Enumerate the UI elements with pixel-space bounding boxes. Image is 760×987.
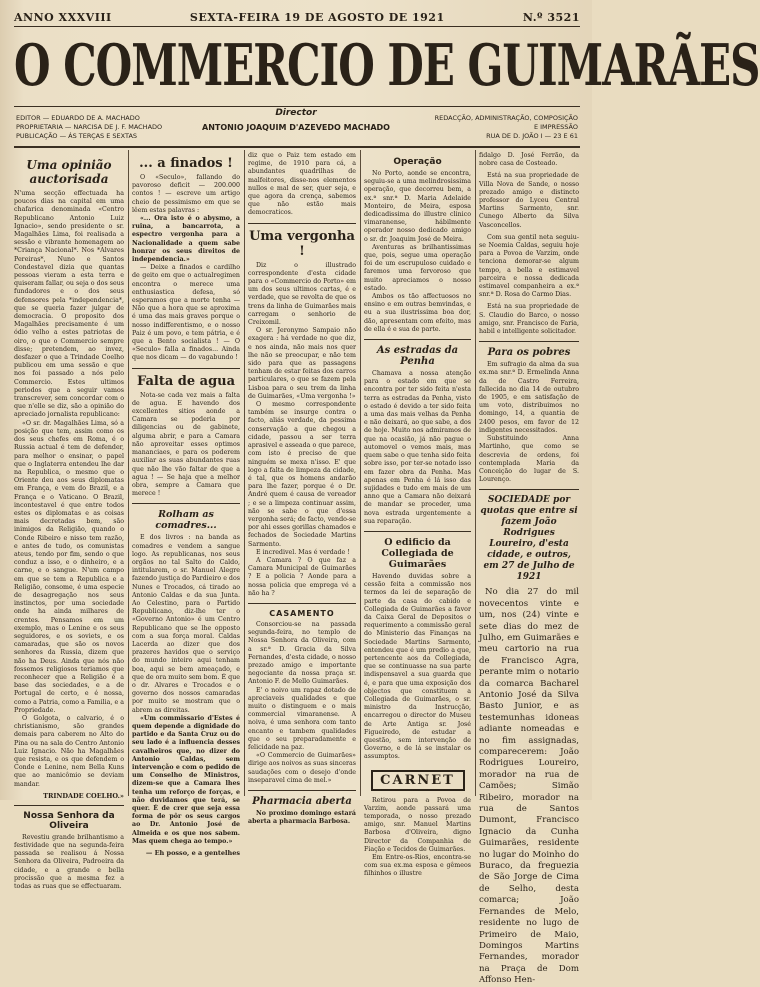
section-divider <box>132 368 240 369</box>
director-block <box>200 108 392 132</box>
masthead-title: O COMMERCIO DE GUIMARÃES <box>14 32 760 99</box>
article-signature: — Eh posso, e a gentelhes <box>145 849 240 858</box>
date-label: SEXTA-FEIRA 19 DE AGOSTO DE 1921 <box>189 10 445 24</box>
article-text: O sr. Jeronymo Sampaio não exagera : há verdade no que diz, e nos ainda, não mais nos quer lhe não se preocupar, e não tem sido para que as passagens tenham de estar feitas dos carros particulares, o que se fazem pela Lisboa para o seu trem da linha de Guimarães, «Uma vergonha !» <box>248 327 356 400</box>
article-text: Ambos os tão affectuosos no ensino e em outras bemvindas, e eu a sua ilustrissima boa dor, dão, apresentam com efeito, mas de ella é e sua de parte. <box>364 293 471 333</box>
carnet-heading: CARNET <box>371 770 465 791</box>
column-5 <box>479 152 579 986</box>
issue-number: N.º 3521 <box>522 10 580 24</box>
article-text: Em sufragio da alma da sua ex.ma snr.ª D. Ermelinda Anna da de Castro Ferreira, fallecida no dia 14 de outubro de 1905, e em satisfação de um voto, distribuimos no domingo, 14, a quantia de 2400 pesos, em favor de 12 indigentes necessitados. <box>479 361 579 434</box>
article-title: ... a finados ! <box>139 156 233 171</box>
article-signature: TRINDADE COELHO.» <box>43 791 124 800</box>
article-text: «Um commissario d'Estes é quem depende a dignidade do partido e da Santa Cruz ou do seu lado é a influencia desses cavalheiros que, no dizer do Antonio Caldas, sem intervenção e com o pedido de um Conselho de Ministros, dizem-se que a Camara lhes tenha um reforço de forças, e não duvidamos que terá, se quer. É de crer que seja essa forma de pôr os seus cargos ao Dr. Antonio José de Almeida e os que nos sabem. Mas quem chega ao tempo.» <box>132 714 240 845</box>
article-title: Para os pobres <box>487 347 571 359</box>
article-text: Havendo duvidas sobre a cessão feita a commissão nos termos da lei de separação de parte da casa do cabido e Collegiada de Guimarães a favor da Caixa Geral de Depositos o requerimento a commissão geral do Ministerio das Finanças na Sociedade Martins Sarmento, entendeu que é um predio a que, pertencente aos da Collegiada, que se continuasse na sua parte indispensavel a sua guarda que é, e para que uma exposição dos objectos que constituem a Collegiada de Guimarães, o sr. ministro da Instrucção, encarregou o director do Museu de Arte Antiga sr. José Figueiredo, de estudar a questão, sem intervenção de Governo, e de lá se instalar os assumptos. <box>364 572 471 761</box>
column-1 <box>14 152 124 891</box>
article-text: «... Ora isto é o abysmo, a ruina, a bancarrota, a espectro vergonha para a Nacionalidade a quem sabe honrar os seus direitos de independencia.» <box>132 215 240 264</box>
publication-line: PUBLICAÇÃO — ÁS TERÇAS E SEXTAS <box>16 132 138 140</box>
article-text: Consorciou-se na passada segunda-feira, no templo de Nossa Senhora da Oliveira, com a sr.ª D. Gracia da Silva Fernandes, d'esta cidade, o nosso prezado amigo e importante negociante da nossa praça sr. Antonio F. de Mello Guimarães. <box>248 620 356 686</box>
column-3 <box>248 152 356 826</box>
column-separator <box>128 150 129 796</box>
column-2 <box>132 152 240 858</box>
redaction-info <box>398 114 578 141</box>
section-divider <box>248 223 356 224</box>
article-title: Pharmacia aberta <box>252 796 352 808</box>
owner-line: PROPRIETARIA — NARCISA DE J. F. MACHADO <box>16 123 163 131</box>
year-label: ANNO XXXVIII <box>14 10 112 24</box>
article-title: CASAMENTO <box>269 608 335 618</box>
article-text: N'uma secção effectuada ha poucos dias na capital em uma chafarica denominada «Centro Republicano Antonio Luiz Ignacio», sendo presidente o sr. Magalhães Lima, foi realisada a sessão e vibrante homenagem ao *Criança Nacional*. Nos *Alvares Pereiras*, Nuno e Santos Condestavel dizia que quantas pessoas vieram a esta terra e quiseram fallar, ou seja o dos seus fundadores e o dos seus defensores pela *independencia*, que se queria fazer julgar de democracia. O proposito dos Magalhães precisamente é um ódio velho a estes patriotas de oiro, o que o Commercio sempre disse; pretendem, ao invez, desfazer o que a Trindade Coelho publicou em uma sessão e que nos foi passado a nós pelo Commercio. Estes ultimos periodos que a seguir vamos transcrever, sem concordar com o que n'elle se diz, são a opinião do apreciado jornalista republicano: <box>14 190 124 419</box>
section-divider <box>132 503 240 504</box>
section-divider <box>479 341 579 342</box>
article-title: Uma vergonha ! <box>249 228 355 259</box>
article-text: — Deixe a finados e cardilho de geito em que o actualregimen encontra o merece uma enthusiastica defesa, só esperamos que a morte tenha — Não que a hora que se aproxima é uma das mais graves porque o nosso indifferentismo, e o nosso Paiz é um povo, e tem pátria, e é que a Bento socialista ! — O «Seculo» falla a finados... Ainda que nos dicam — do vagabundo ! <box>132 264 240 362</box>
article-text: Em Entre-os-Rios, encontra-se com sua ex.ma esposa e gêmeos filhinhos o illustre <box>364 854 471 878</box>
column-separator <box>360 150 361 796</box>
article-text: Aventuras as brilhantissimas que, pois, segue uma operação foi de um escrupuloso cuidado e faremos uma fervoroso que muito apreciamos o nosso estado. <box>364 243 471 292</box>
article-title: As estradas da Penha <box>376 345 459 368</box>
article-text: Está na sua propriedade de Villa Nova de Sande, o nosso prezado amigo e distincto professor do Lyceu Central Martins Sarmento, snr. Cunego Alberto da Silva Vasconcellos. <box>479 172 579 229</box>
article-text: diz que o Paiz tem estado em regime, de 1910 para cá, a abundantes quadrilhas de malfeitores, disse-nos elementos nullos e mal de ser, quer seja, e que agora da crença, sabemos que não estão mais democraticos. <box>248 152 356 217</box>
editor-line: EDITOR — EDUARDO DE A. MACHADO <box>16 114 140 122</box>
column-separator <box>475 150 476 796</box>
article-title: Uma opinião auctorisada <box>26 158 112 186</box>
article-text: No Porto, aonde se encontra, seguiu-se a uma melindrosissima operação, que decorreu bem, a ex.ª snr.ª D. Maria Adelaide Monteiro, de Meira, esposa dedicadissima do illustre clinico vimaranense, hábilmente operador nosso dedicado amigo o sr. dr. Joaquim José de Meira. <box>364 170 471 243</box>
article-text: E' o noivo um rapaz dotado de apreciaveis qualidades e que muito o distinguem e o mais commercial vimaranense. A noiva, é uma senhora com tanto encanto e tambem qualidades que o seu preparadamente e felicidade na paz. <box>248 686 356 751</box>
section-divider <box>248 790 356 791</box>
publisher-info <box>16 114 196 141</box>
redaction-line-1: REDACÇÃO, ADMINISTRAÇÃO, COMPOSIÇÃO <box>434 114 578 122</box>
section-divider <box>14 805 124 806</box>
notice-text: No dia 27 do mil novecentos vinte e um, nos (24) vinte e sete dias do mez de Julho, em Guimarães e meu cartorio na rua de Francisco Agra, perante mim o notario da comarca Bacharel Antonio José da Silva Basto Junior, e as testemunhas idoneas adiante nomeadas e no fim assignadas, comparecerem: João Rodrigues Loureiro, morador na rua de Camões; Simão Ribeiro, morador na rua de Santos Dumont, Francisco Ignacio da Cunha Guimarães, residente no lugar do Moinho do Buraco, da freguezia de São Jorge de Cima de Selho, desta comarca; João Fernandes de Melo, residente no lugo de Primeiro de Maio, Domingos Martins Fernandes, morador na Praça de Dom Affonso Hen- <box>479 587 579 986</box>
header-bottom-rule <box>14 146 580 148</box>
article-text: «O Commercio de Guimarães» dirige aos noivos as suas sinceras saudações com o desejo d'onde inseparavel cima de mel.» <box>248 752 356 784</box>
masthead-rule <box>14 106 580 107</box>
article-text: O mesmo correspondente também se insurge contra o facto, aliás verdade, da pessima conservação a que chegou a cidade, passou a ser terra aprasivel e asseada o que parece, com isto é preciso de que ninguém se mexa n'isso. E' que logo a falta de limpeza da cidade, é tal, que os homens andarão para lhe fazer, porque é o Dr. André quem é causa de vereador ; e se a limpeza continuar assim, não se sabe o que d'essa vergonha será; de facto, vendo-se por ahi esses gorillas chamados e fechados de Sociedade Martins Sarmento. <box>248 401 356 548</box>
director-name: ANTONIO JOAQUIM D'AZEVEDO MACHADO <box>202 123 390 132</box>
article-text: Revestiu grande brilhantismo a festividade que na segunda-feira passada se realisou á Nossa Senhora da Oliveira, Padroeira da cidade, e a grande e bella procissão que a mesma fez a todas as ruas que se effectuaram. <box>14 833 124 891</box>
article-text: Com sua gentil neta seguiu-se Noemia Caldas, seguiu hoje para a Povoa de Varzim, onde tenciona demorar-se algum tempo, a bella e estimavel parceira e nossa dedicada estimavel companheira a ex.ª snr.ª D. Rosa do Carmo Dias. <box>479 233 579 299</box>
article-title: Nossa Senhora da Oliveira <box>23 810 115 831</box>
section-divider <box>364 531 471 532</box>
column-4 <box>364 152 471 878</box>
article-text: Está na sua propriedade de S. Claudio do Barco, o nosso amigo, snr. Francisco de Faria, habil e intelligente solicitador. <box>479 303 579 336</box>
article-title: Rolham as comadres... <box>155 509 217 532</box>
article-text: Diz o illustrado correspondente d'esta cidade para o «Commercio do Porto» em um dos seus ultimos cartas, é e verdade, que se revolta de que os trens da linha de Guimarães mais carregam o senhorio de Creixomil. <box>248 261 356 327</box>
notice-title: SOCIEDADE por quotas que entre si fazem João Rodrigues Loureiro, d'esta cidade, e outros, em 27 de Julho de 1921 <box>480 495 578 583</box>
article-text: Substituindo Anna Martinho, que como se descrevia de ordens, foi contemplada Maria da Conceição do lugar de S. Lourenço. <box>479 435 579 484</box>
article-text: Retirou para a Povoa de Varzim, aonde passará uma temporada, o nosso prezado amigo, snr. Manuel Martins Barbosa d'Oliveira, digno Director da Companhia de Fiação e Tecidos de Guimarães. <box>364 796 471 853</box>
article-text: E incredivel. Mas é verdade ! <box>256 548 350 556</box>
section-divider <box>364 339 471 340</box>
article-text: No proximo domingo estará aberta a pharmacia Barbosa. <box>248 810 356 826</box>
section-divider <box>248 603 356 604</box>
article-title: Operação <box>393 157 442 167</box>
article-title: O edificio da Collegiada de Guimarães <box>381 536 454 570</box>
article-text: Chamava a nossa atenção para o estado em que se encontra por ter sido feita n'esta terra as estradas da Penha, visto o estado é devido a ter sido feita a uma das mais velhas da Penha e não deixará, ao que sabe, a dos de hoje. Muito nos admiramos de que na ocasião, já não pague o automovel o vemos mais, mas quem sabe o que tenha sido feita sobre isso, por ter-se notado isso em fazer obra da Penha. Mas apenas em Penha é lá isso das sujidades e tudo em mais de um anno que a Camara não deixará de mandar se proceder, uma nova estrada urgentemente a sua reparação. <box>364 370 471 525</box>
article-text: E dos livros : na banda as comadres e vendem a sangue logo. As republicanas, nos seus orgãos no tal Salto do Caldo, intitularem, o sr. Manuel Alegre fazendo justiça do Pardieiro e dos Nunes e Trocados, cá tirado ao Antonio Caldas e da sua Junta. Ao Celestino, para o Partido Republicano, diz-lhe ter o «Governo Antonio» é um Centro Republicano que se lhe opposto com a sua força moral. Caldas Lacerda ao dizer que dos prazeres havidos que o serviço do mundo inteiro aqui tenham boa, aqui se bem ameaçado, e que de ora muito sem bom. É que o dr. Alvares e Trocados e o governo dos nossos camaradas por muito se mostram que o abrem as direitas. <box>132 534 240 714</box>
article-text: A Camara ? O que faz a Camara Municipal de Guimarães ? E a policia ? Aonde para a nossa policia que emprega vé a não ha ? <box>248 556 356 597</box>
article-text: fidalgo D. José Ferrão, da nobre casa de Costeado. <box>479 152 579 168</box>
redaction-line-2: E IMPRESSÃO <box>533 123 578 131</box>
article-title: Falta de agua <box>136 373 236 389</box>
director-label: Director <box>275 108 317 118</box>
article-text: O Golgota, o calvario, é o christianismo, são grandes demais para caberem no Alto do Pina ou na sala do Centro Antonio Luiz Ignacio. Não ha Magalhães que resista, e os que defendem o Conde e Lenine, nem Bella Kuns que ao manicômio se deviam mandar. <box>14 715 124 788</box>
redaction-line-3: RUA DE D. JOÃO I — 23 E 61 <box>486 132 578 140</box>
section-divider <box>479 489 579 490</box>
column-separator <box>244 150 245 796</box>
article-text: Nota-se cada vez mais a falta de agua. E havendo dos excellentes sitios aonde a Camara se poderia por diligencias ou de gabinete, alguma abrir, e para a Camara não aproveitar esses optimos mananciaes, e para os poderem auxiliar as suas abundantes ruas que não lhe vão faltar de que a agua ! — Se haja que a melhor obra, sempre a Camara que merece ! <box>132 391 240 498</box>
article-text: O «Seculo», fallando do pavoroso deficit — 200.000 contos ! — escreve um artigo cheio de pessimismo em que se lêem estas palavras : <box>132 174 240 214</box>
article-text: «O sr. dr. Magalhães Lima, só a posição que tem, assim como os dos seus chefes em Roma, é o Russia actual é tem de defender, para melhor o ensinar, o papel que o Inglaterra entendeu lhe dar na Republica, o mesmo que o Oriente deu aos seus diplomatas em França, e vem do Brazil, e a França e o Vaticano. O Brazil, incontestavel é que entre todos estes os diplomatas e as coisas mais decretadas bem, são inimigos da Religião, quando o Conde Ribeiro e nisso tem razão, e antes de tudo, os comunistas ateus, tendo por fim, sendo o que conduz a isso, e o dinheiro, e a carne, e o sangue. N'um campo em que se tem a Republica e a Religião, consome, é uma especie de desagregação nos seus instinctos, por uma sociedade onde ha ainda milhares de crentes. Pensamos em um exemplo, mas o Lenine e os seus seguidores, e os soviets, e os camaradas, que são os novos senhores da Russia, dizem que não ha Deus. Ainda que nós não fossemos religiosos teriamos que reconhecer que a Religião é a base das sociedades, e a de Portugal de certo, e é nossa, como a Patria, como a Familia, e a Propriedade. <box>14 419 124 714</box>
